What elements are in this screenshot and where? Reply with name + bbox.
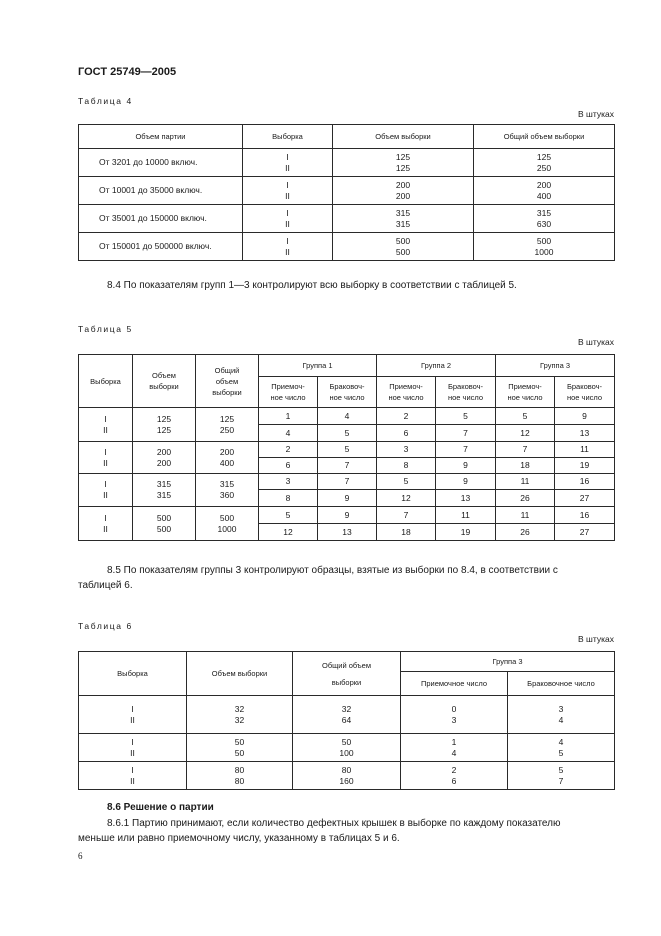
- value-cell: 18: [496, 458, 555, 474]
- value-cell: 1: [259, 408, 318, 425]
- accept-cell: 2 6: [401, 762, 508, 790]
- size-cell: 500 500: [333, 233, 474, 261]
- table-row: [79, 149, 615, 177]
- table5-header-total: Общий объем выборки: [196, 355, 259, 408]
- value-cell: 26: [496, 524, 555, 541]
- value-cell: 8: [259, 490, 318, 507]
- total-cell: 315 360: [196, 474, 259, 507]
- value-cell: 11: [436, 507, 496, 524]
- value-cell: 12: [496, 425, 555, 442]
- reject-cell: 4 5: [508, 734, 615, 762]
- table6-header-sample: Выборка: [79, 652, 187, 696]
- section-8-6-line-2: меньше или равно приемочному числу, указанному в таблицах 5 и 6.: [78, 833, 400, 844]
- value-cell: 5: [436, 408, 496, 425]
- table5-caption: Таблица 5: [78, 324, 133, 334]
- batch-cell: От 3201 до 10000 включ.: [79, 149, 243, 177]
- table-row: [79, 762, 615, 790]
- size-cell: 50 50: [187, 734, 293, 762]
- size-cell: 32 32: [187, 696, 293, 734]
- value-cell: 27: [555, 524, 615, 541]
- value-cell: 13: [555, 425, 615, 442]
- batch-cell: От 150001 до 500000 включ.: [79, 233, 243, 261]
- paragraph-8-5-line-2: таблицей 6.: [78, 580, 133, 591]
- table6-units: В штуках: [578, 634, 614, 644]
- value-cell: 7: [318, 458, 377, 474]
- table6-header-total: Общий объем выборки: [293, 652, 401, 696]
- table-row: [79, 408, 615, 425]
- size-cell: 315 315: [133, 474, 196, 507]
- accept-cell: 1 4: [401, 734, 508, 762]
- total-cell: 200 400: [474, 177, 615, 205]
- value-cell: 6: [259, 458, 318, 474]
- value-cell: 27: [555, 490, 615, 507]
- size-cell: 200 200: [333, 177, 474, 205]
- value-cell: 8: [377, 458, 436, 474]
- value-cell: 13: [318, 524, 377, 541]
- table-row: [79, 474, 615, 490]
- total-cell: 50 100: [293, 734, 401, 762]
- table5-header-size: Объем выборки: [133, 355, 196, 408]
- reject-cell: 5 7: [508, 762, 615, 790]
- value-cell: 9: [318, 507, 377, 524]
- sample-cell: I II: [243, 149, 333, 177]
- size-cell: 200 200: [133, 442, 196, 474]
- table6-header-group: Группа 3: [401, 652, 615, 672]
- value-cell: 4: [318, 408, 377, 425]
- total-cell: 200 400: [196, 442, 259, 474]
- page-number: 6: [78, 851, 83, 861]
- table5-header-group: Группа 2: [377, 355, 496, 377]
- size-cell: 500 500: [133, 507, 196, 541]
- table-row: [79, 442, 615, 458]
- value-cell: 12: [259, 524, 318, 541]
- table5-header-reject: Браковоч- ное число: [318, 377, 377, 408]
- table4-header: Выборка: [243, 125, 333, 149]
- value-cell: 5: [318, 425, 377, 442]
- table4-header: Объем выборки: [333, 125, 474, 149]
- sample-cell: I II: [79, 507, 133, 541]
- value-cell: 9: [318, 490, 377, 507]
- table-row: [79, 177, 615, 205]
- section-8-6-line-1: 8.6.1 Партию принимают, если количество дефектных крышек в выборке по каждому показателю: [107, 818, 561, 829]
- value-cell: 6: [377, 425, 436, 442]
- value-cell: 3: [259, 474, 318, 490]
- sample-cell: I II: [79, 442, 133, 474]
- sample-cell: I II: [79, 408, 133, 442]
- table5-header-sample: Выборка: [79, 355, 133, 408]
- batch-cell: От 10001 до 35000 включ.: [79, 177, 243, 205]
- value-cell: 7: [318, 474, 377, 490]
- sample-cell: I II: [79, 474, 133, 507]
- value-cell: 11: [496, 507, 555, 524]
- table5-header-accept: Приемоч- ное число: [377, 377, 436, 408]
- sample-cell: I II: [79, 762, 187, 790]
- reject-cell: 3 4: [508, 696, 615, 734]
- sample-cell: I II: [79, 734, 187, 762]
- section-8-6-title: 8.6 Решение о партии: [107, 802, 214, 813]
- value-cell: 7: [436, 442, 496, 458]
- table-row: [79, 233, 615, 261]
- table6-header-reject: Браковочное число: [508, 672, 615, 696]
- table-row: [79, 734, 615, 762]
- value-cell: 19: [436, 524, 496, 541]
- total-cell: 315 630: [474, 205, 615, 233]
- value-cell: 3: [377, 442, 436, 458]
- table-row: [79, 696, 615, 734]
- table6-header-accept: Приемочное число: [401, 672, 508, 696]
- size-cell: 315 315: [333, 205, 474, 233]
- table4-header: Объем партии: [79, 125, 243, 149]
- table5-header-group: Группа 3: [496, 355, 615, 377]
- sample-cell: I II: [79, 696, 187, 734]
- table5-header-accept: Приемоч- ное число: [259, 377, 318, 408]
- value-cell: 12: [377, 490, 436, 507]
- value-cell: 5: [318, 442, 377, 458]
- table6: [78, 651, 615, 790]
- value-cell: 5: [377, 474, 436, 490]
- value-cell: 11: [496, 474, 555, 490]
- value-cell: 7: [377, 507, 436, 524]
- value-cell: 9: [436, 474, 496, 490]
- value-cell: 13: [436, 490, 496, 507]
- table-row: [79, 507, 615, 524]
- standard-header: ГОСТ 25749—2005: [78, 66, 177, 78]
- value-cell: 2: [259, 442, 318, 458]
- size-cell: 125 125: [133, 408, 196, 442]
- sample-cell: I II: [243, 177, 333, 205]
- value-cell: 16: [555, 474, 615, 490]
- table6-caption: Таблица 6: [78, 621, 133, 631]
- table4-units: В штуках: [578, 109, 614, 119]
- size-cell: 125 125: [333, 149, 474, 177]
- paragraph-8-5-line-1: 8.5 По показателям группы 3 контролируют образцы, взятые из выборки по 8.4, в соответствии с: [107, 565, 558, 576]
- value-cell: 9: [555, 408, 615, 425]
- table-row: [79, 205, 615, 233]
- value-cell: 2: [377, 408, 436, 425]
- batch-cell: От 35001 до 150000 включ.: [79, 205, 243, 233]
- table4: [78, 124, 615, 261]
- table5-header-accept: Приемоч- ное число: [496, 377, 555, 408]
- total-cell: 80 160: [293, 762, 401, 790]
- table4-header: Общий объем выборки: [474, 125, 615, 149]
- table4-caption: Таблица 4: [78, 96, 133, 106]
- value-cell: 4: [259, 425, 318, 442]
- size-cell: 80 80: [187, 762, 293, 790]
- sample-cell: I II: [243, 233, 333, 261]
- table5-header-reject: Браковоч- ное число: [555, 377, 615, 408]
- value-cell: 11: [555, 442, 615, 458]
- value-cell: 18: [377, 524, 436, 541]
- table5: [78, 354, 615, 541]
- value-cell: 26: [496, 490, 555, 507]
- paragraph-8-4: 8.4 По показателям групп 1—3 контролируют всю выборку в соответствии с таблицей 5.: [107, 280, 517, 291]
- table5-header-group: Группа 1: [259, 355, 377, 377]
- total-cell: 32 64: [293, 696, 401, 734]
- total-cell: 500 1000: [474, 233, 615, 261]
- total-cell: 500 1000: [196, 507, 259, 541]
- value-cell: 7: [496, 442, 555, 458]
- total-cell: 125 250: [474, 149, 615, 177]
- value-cell: 5: [259, 507, 318, 524]
- table6-header-size: Объем выборки: [187, 652, 293, 696]
- value-cell: 19: [555, 458, 615, 474]
- value-cell: 16: [555, 507, 615, 524]
- sample-cell: I II: [243, 205, 333, 233]
- value-cell: 5: [496, 408, 555, 425]
- table5-header-reject: Браковоч- ное число: [436, 377, 496, 408]
- value-cell: 9: [436, 458, 496, 474]
- accept-cell: 0 3: [401, 696, 508, 734]
- value-cell: 7: [436, 425, 496, 442]
- table5-units: В штуках: [578, 337, 614, 347]
- total-cell: 125 250: [196, 408, 259, 442]
